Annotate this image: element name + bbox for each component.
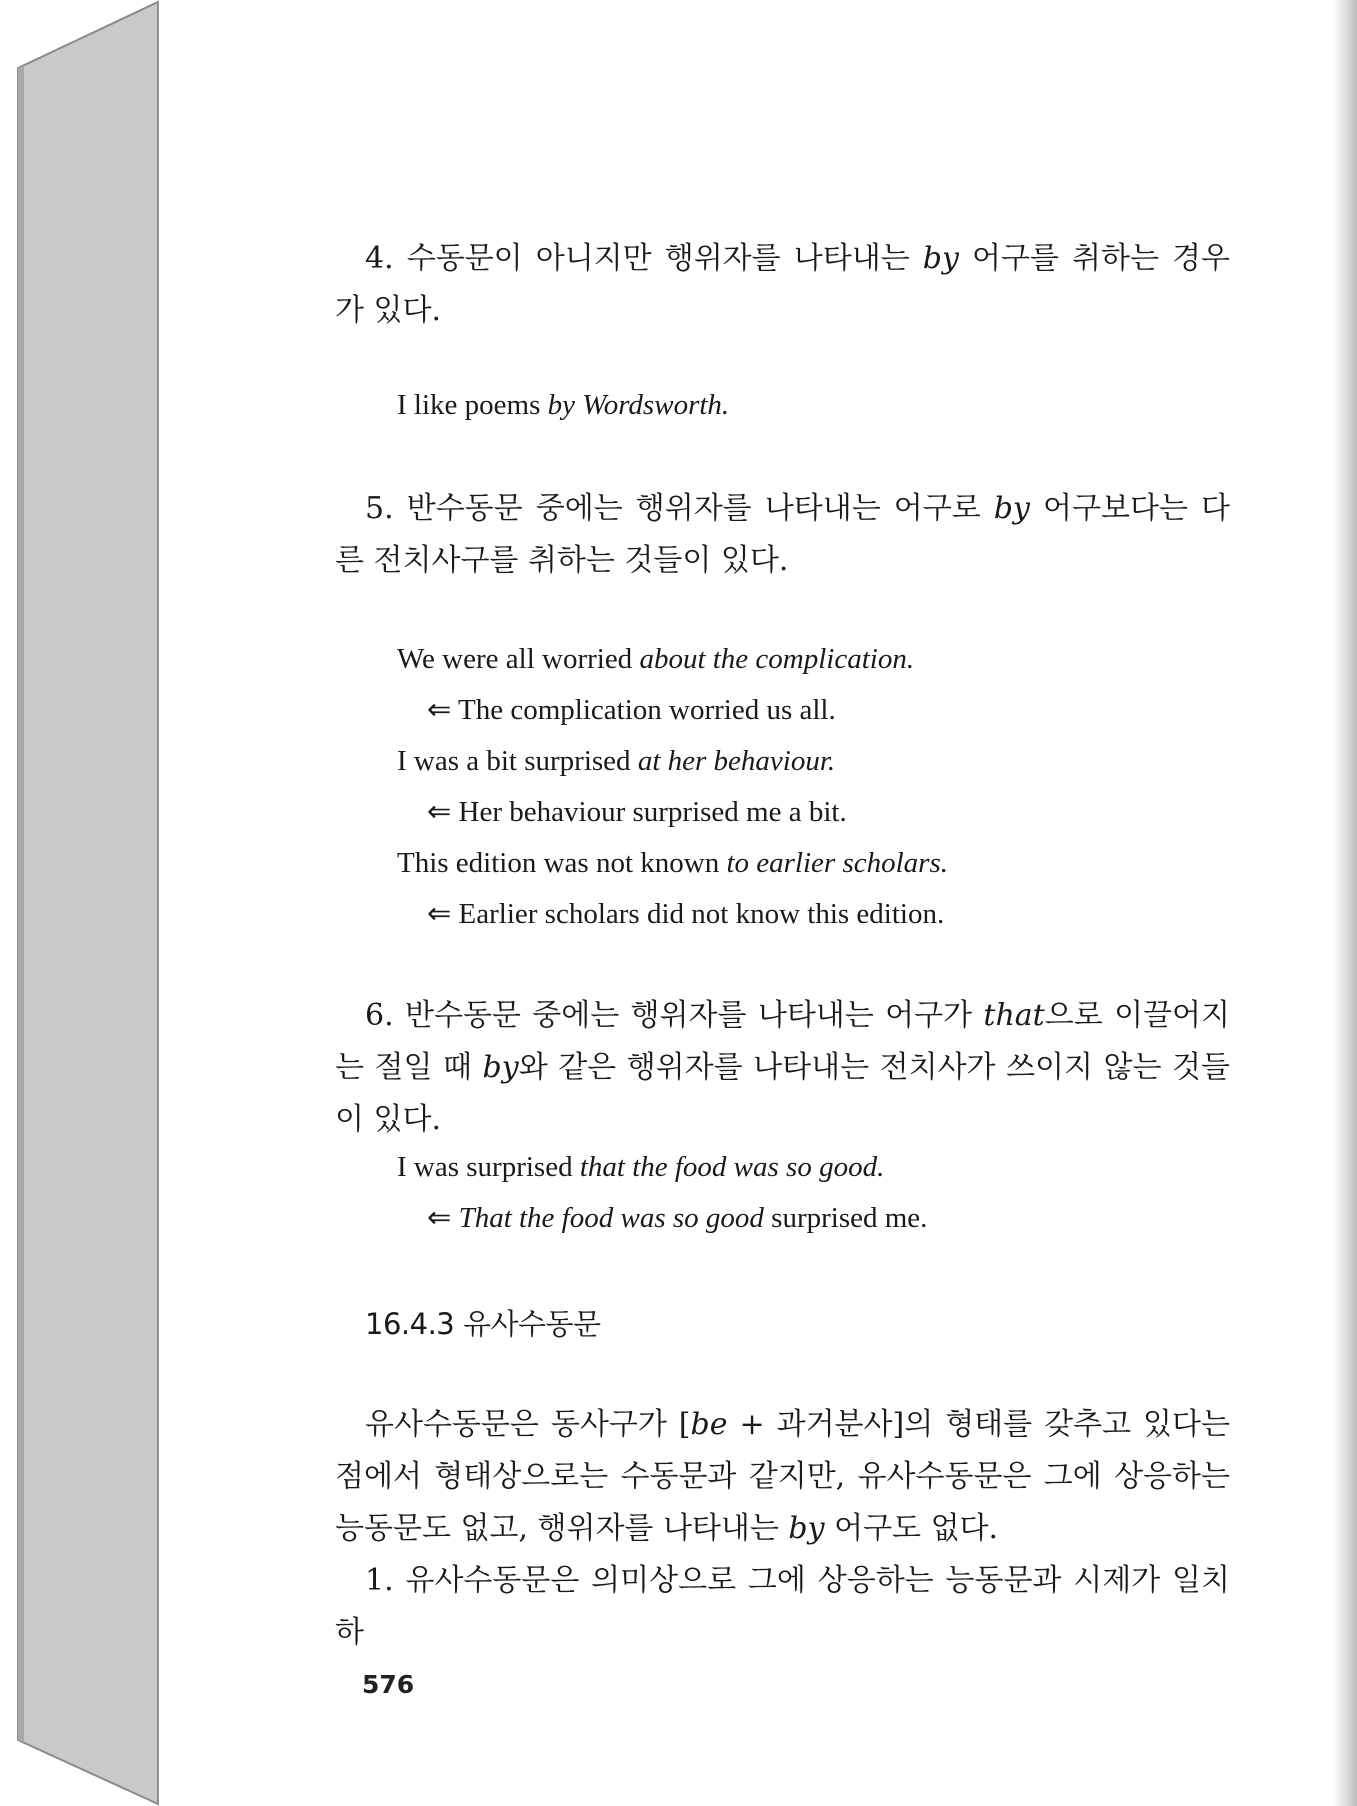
- para5-text-end: 어구보다는 다른 전치사구를 취하는 것들이 있다.: [335, 491, 1231, 578]
- example-line: ⇐ Earlier scholars did not know this edition.: [427, 898, 945, 930]
- page-edge-shadow: [1333, 0, 1357, 1806]
- paragraph-8: 1. 유사수동문은 의미상으로 그에 상응하는 능동문과 시제가 일치하: [335, 1563, 1230, 1650]
- example-5-list: [335, 634, 1230, 940]
- para4-text: 4. 수동문이 아니지만 행위자를 나타내는: [365, 241, 923, 276]
- example-line: I was surprised that the food was so good.: [397, 1151, 885, 1183]
- paragraph-7: 유사수동문은 동사구가 [be + 과거분사]의 형태를 갖추고 있다는 점에서 형태상으로는 수동문과 같지만, 유사수동문은 그에 상응하는 능동문도 없고, 행위자를 나타내는 by 어구도 없다. 1. 유사수동문은 의미상으로 그에 상응하는 능동문과 시제가 일치하: [335, 1399, 1230, 1659]
- example-line: This edition was not known to earlier scholars.: [397, 847, 948, 879]
- example-line: ⇐ That the food was so good surprised me.: [427, 1202, 928, 1234]
- book-spine: [0, 0, 160, 1806]
- example-plain: I like poems: [397, 389, 548, 421]
- example-line: I was a bit surprised at her behaviour.: [397, 745, 836, 777]
- paragraph-6: 6. 반수동문 중에는 행위자를 나타내는 어구가 that으로 이끌어지는 절일 때 by와 같은 행위자를 나타내는 전치사가 쓰이지 않는 것들이 있다.: [335, 998, 1230, 1137]
- example-line: ⇐ Her behaviour surprised me a bit.: [427, 796, 847, 828]
- example-line: We were all worried about the complication.: [397, 643, 915, 675]
- section-heading: [335, 1302, 1230, 1343]
- para4-text-end: 어구를 취하는 경우가 있다.: [335, 241, 1231, 328]
- example-6-list: [335, 1142, 1230, 1244]
- paragraph-5: [335, 483, 1230, 587]
- example-line: ⇐ The complication worried us all.: [427, 694, 836, 726]
- paragraph-4: [335, 233, 1230, 337]
- page-number: 576: [362, 1670, 415, 1699]
- example-4: [335, 380, 1230, 431]
- para5-text: 5. 반수동문 중에는 행위자를 나타내는 어구로: [365, 491, 994, 526]
- para4-italic: by: [922, 241, 959, 276]
- example-italic: by Wordsworth.: [547, 389, 730, 421]
- para5-italic: by: [993, 491, 1030, 526]
- section-title: 16.4.3 유사수동문: [365, 1307, 601, 1341]
